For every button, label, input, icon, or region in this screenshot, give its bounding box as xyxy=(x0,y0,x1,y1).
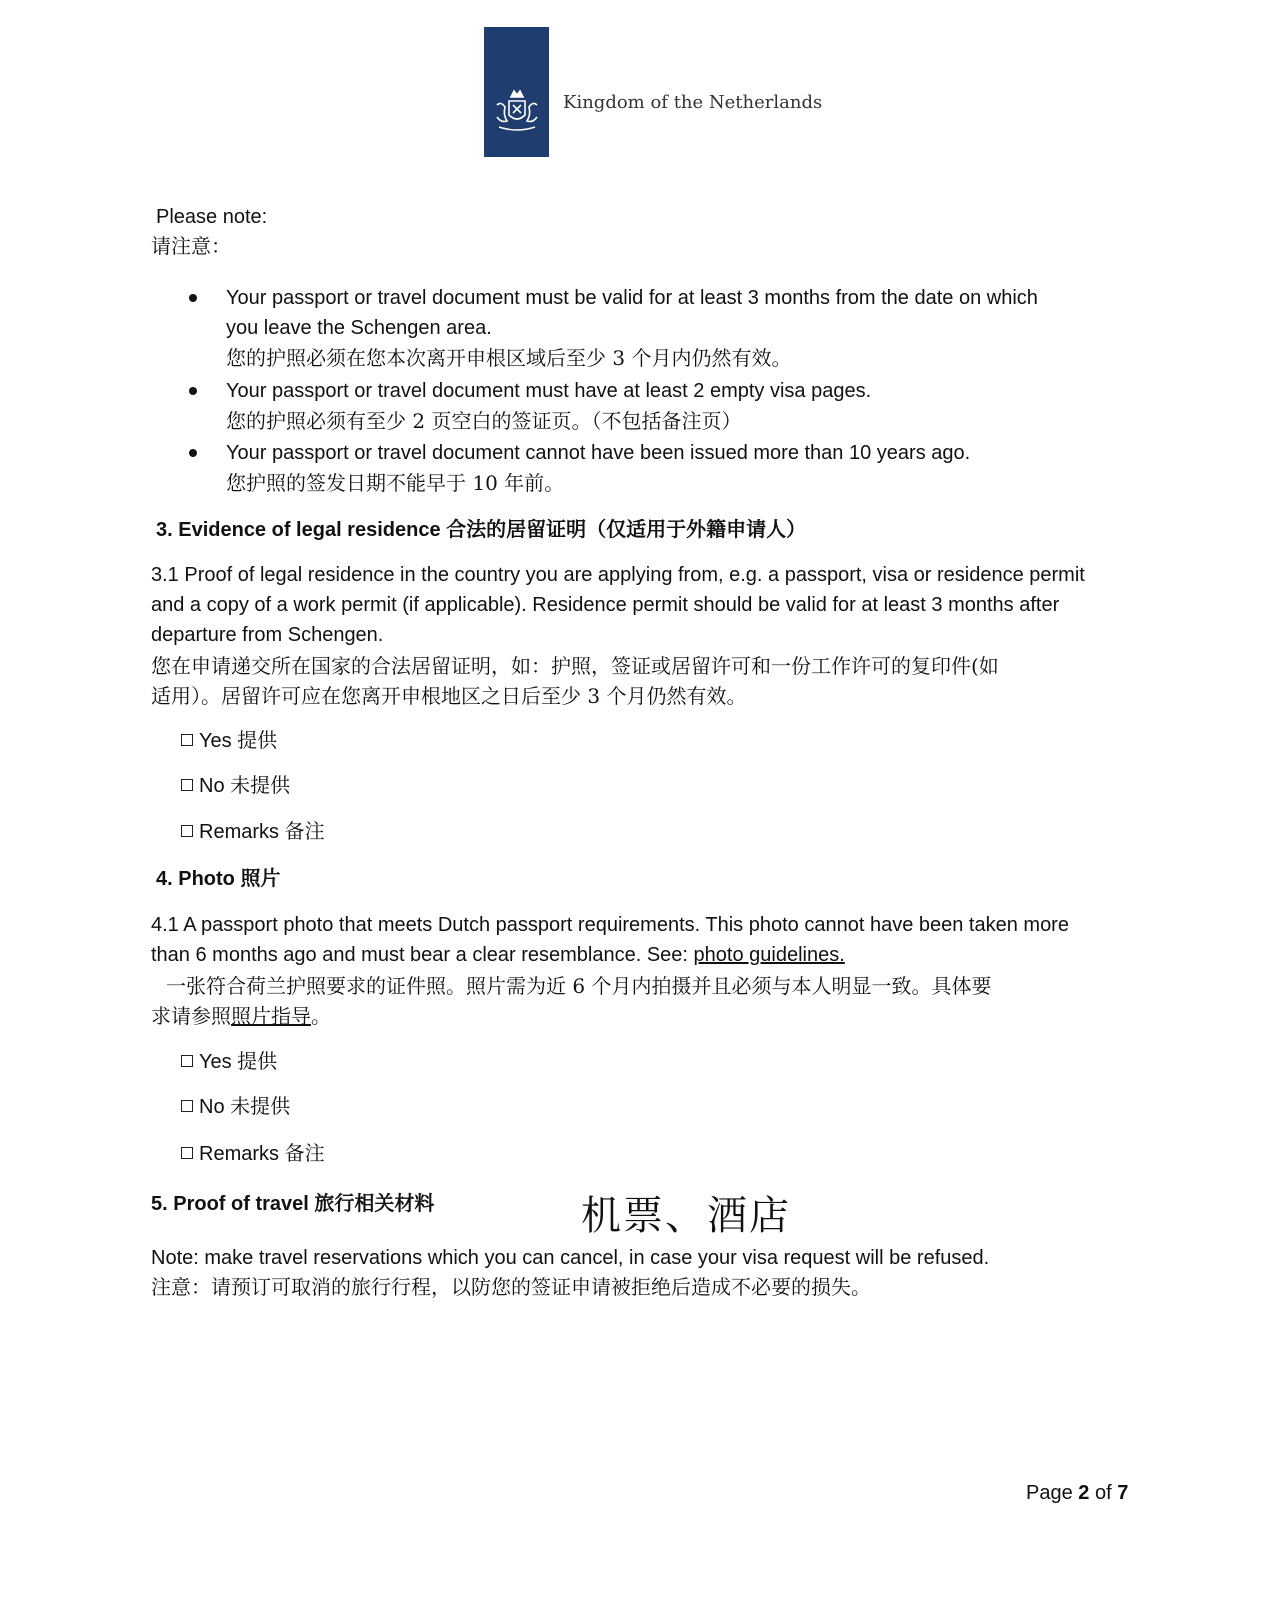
page-number: Page 2 of 7 xyxy=(1026,1482,1129,1504)
section-3-heading-en: 3. Evidence of legal residence xyxy=(156,519,441,541)
section-5-heading xyxy=(151,1188,434,1219)
section-4-paragraph-line2: than 6 months ago and must bear a clear resemblance. See: photo guidelines. xyxy=(151,944,845,966)
section-3-paragraph-line: 3.1 Proof of legal residence in the country you are applying from, e.g. a passport, visa or residence permit xyxy=(151,564,1085,586)
section-3-paragraph-line: departure from Schengen. xyxy=(151,624,384,646)
logo-bar xyxy=(484,27,549,157)
handwritten-annotation: 机票、酒店 xyxy=(581,1193,791,1239)
bullet-3-text: Your passport or travel document cannot have been issued more than 10 years ago. xyxy=(226,442,971,464)
section-4-heading-en: 4. Photo xyxy=(156,868,235,890)
section-5-heading-en: 5. Proof of travel xyxy=(151,1193,309,1215)
checkbox-icon[interactable] xyxy=(181,734,193,746)
section-5-heading-cn: 旅行相关材料 xyxy=(314,1191,435,1215)
section-3-paragraph-line: and a copy of a work permit (if applicable). Residence permit should be valid for at least 3 months after xyxy=(151,594,1060,616)
section-3-heading xyxy=(156,514,806,545)
total-pages: 7 xyxy=(1117,1482,1129,1504)
bullet-icon xyxy=(189,294,197,302)
section-4-paragraph-cn-line2: 求请参照照片指导。 xyxy=(151,1004,331,1028)
note-title-cn: 请注意： xyxy=(151,234,231,258)
checkbox-icon[interactable] xyxy=(181,1100,193,1112)
section-4-paragraph-cn-line: 一张符合荷兰护照要求的证件照。照片需为近 6 个月内拍摄并且必须与本人明显一致。具体要 xyxy=(166,974,992,998)
bullet-1-text-cont: you leave the Schengen area. xyxy=(226,317,492,339)
section-3-heading-cn: 合法的居留证明（仅适用于外籍申请人） xyxy=(446,517,807,541)
logo-text: Kingdom of the Netherlands xyxy=(563,92,823,113)
netherlands-coat-of-arms-icon xyxy=(491,89,543,135)
section-4-no-checkbox[interactable]: No 未提供 xyxy=(181,1092,290,1122)
section-4-heading-cn: 照片 xyxy=(240,866,281,890)
section-3-paragraph-cn-line: 适用）。居留许可应在您离开申根地区之日后至少 3 个月仍然有效。 xyxy=(151,684,747,708)
section-3-yes-checkbox[interactable]: Yes 提供 xyxy=(181,726,277,756)
section-5-note-cn: 注意：请预订可取消的旅行行程，以防您的签证申请被拒绝后造成不必要的损失。 xyxy=(151,1275,871,1299)
checkbox-icon[interactable] xyxy=(181,825,193,837)
note-title: Please note: xyxy=(156,206,268,228)
bullet-2-text-cn: 您的护照必须有至少 2 页空白的签证页。（不包括备注页） xyxy=(226,409,742,433)
section-4-paragraph-line: 4.1 A passport photo that meets Dutch passport requirements. This photo cannot have been taken more xyxy=(151,914,1069,936)
bullet-icon xyxy=(189,387,197,395)
bullet-icon xyxy=(189,449,197,457)
section-4-remarks-checkbox[interactable]: Remarks 备注 xyxy=(181,1139,325,1169)
checkbox-icon[interactable] xyxy=(181,1055,193,1067)
checkbox-icon[interactable] xyxy=(181,1147,193,1159)
checkbox-icon[interactable] xyxy=(181,779,193,791)
photo-guidelines-link-cn[interactable]: 照片指导 xyxy=(231,1004,311,1028)
bullet-1-text: Your passport or travel document must be valid for at least 3 months from the date on which xyxy=(226,287,1038,309)
bullet-3-text-cn: 您护照的签发日期不能早于 10 年前。 xyxy=(226,471,565,495)
section-4-yes-checkbox[interactable]: Yes 提供 xyxy=(181,1047,277,1077)
bullet-1-text-cn: 您的护照必须在您本次离开申根区域后至少 3 个月内仍然有效。 xyxy=(226,346,792,370)
section-3-no-checkbox[interactable]: No 未提供 xyxy=(181,771,290,801)
section-3-remarks-checkbox[interactable]: Remarks 备注 xyxy=(181,817,325,847)
section-4-heading xyxy=(156,863,280,894)
section-5-note: Note: make travel reservations which you can cancel, in case your visa request will be refused. xyxy=(151,1247,990,1269)
current-page: 2 xyxy=(1078,1482,1090,1504)
section-3-paragraph-cn-line: 您在申请递交所在国家的合法居留证明，如：护照，签证或居留许可和一份工作许可的复印件(如 xyxy=(151,654,999,678)
photo-guidelines-link[interactable]: photo guidelines. xyxy=(693,944,845,966)
bullet-2-text: Your passport or travel document must have at least 2 empty visa pages. xyxy=(226,380,872,402)
